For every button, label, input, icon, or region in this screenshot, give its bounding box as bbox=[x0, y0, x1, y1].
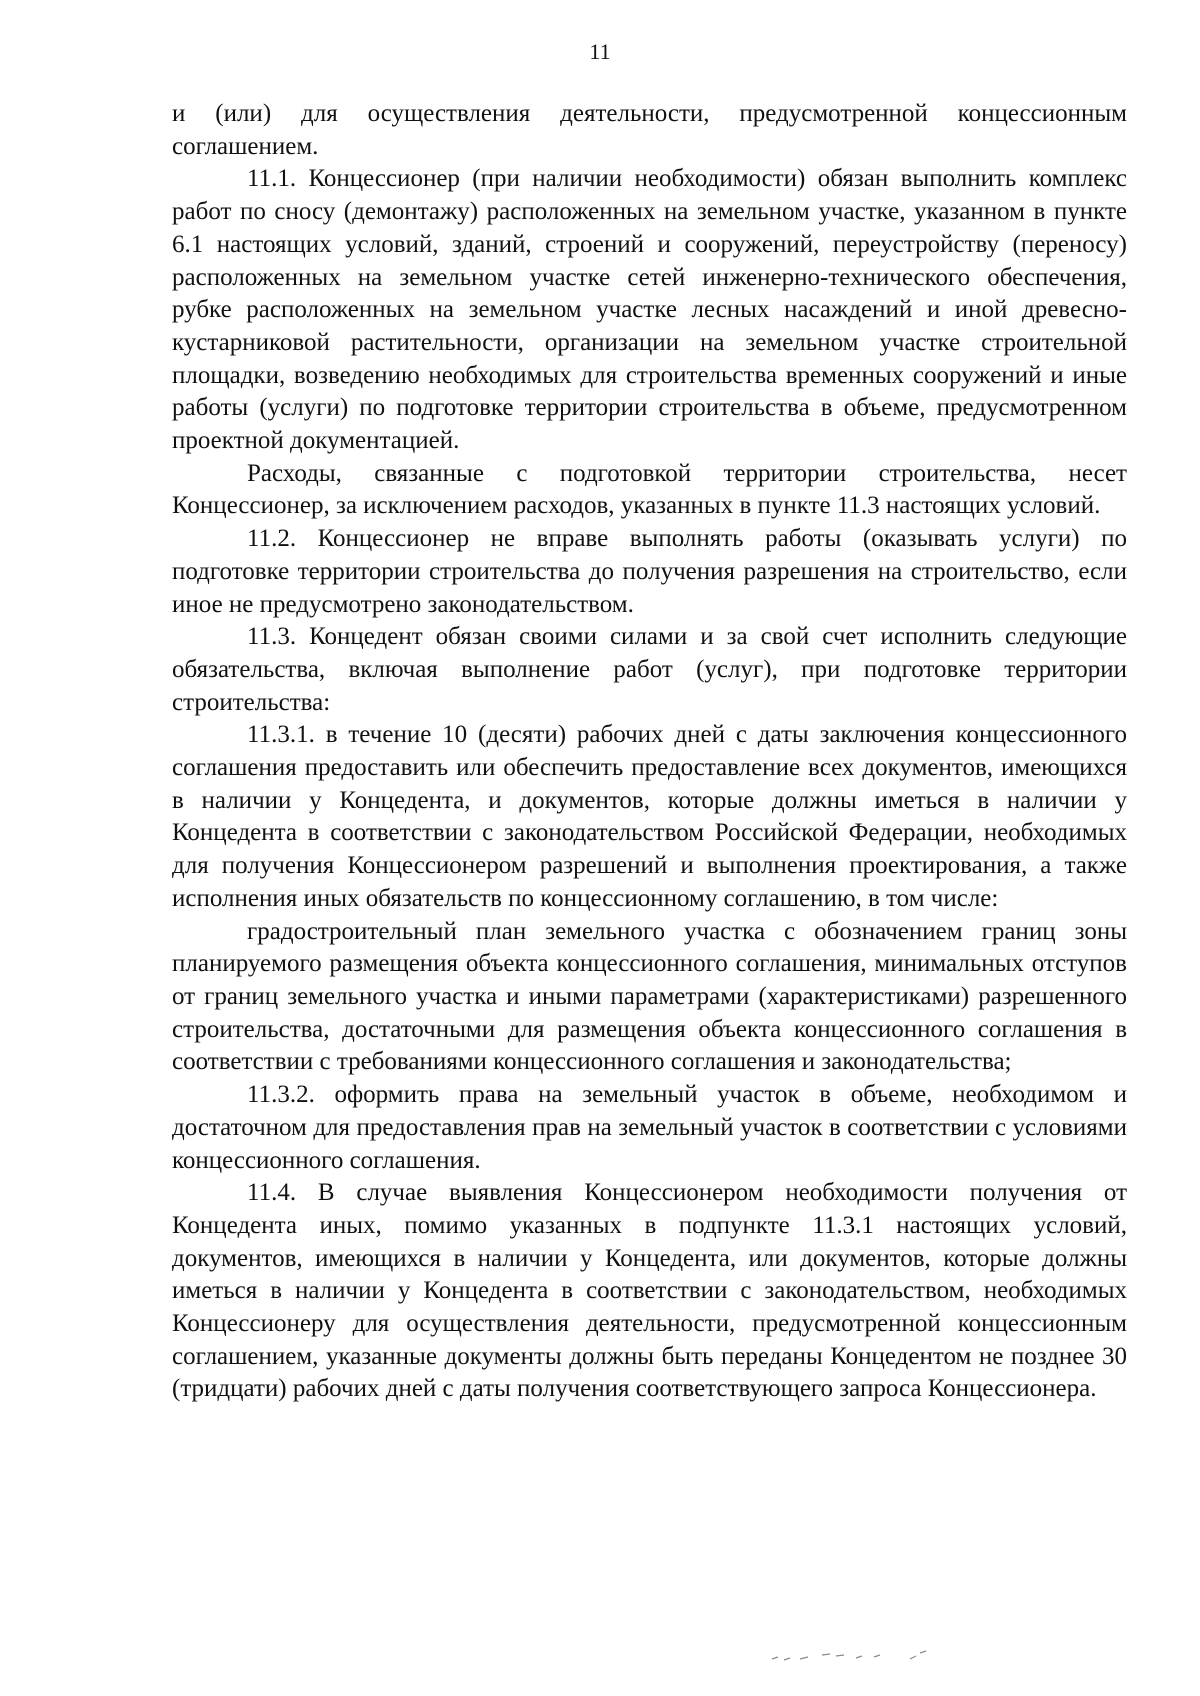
paragraph-11-3: 11.3. Концедент обязан своими силами и за свой счет исполнить следующие обязательства, включая выполнение работ (услуг), при подготовке территории строительства: bbox=[172, 623, 1127, 716]
paragraph-11-4: 11.4. В случае выявления Концессионером необходимости получения от Концедента иных, помимо указанных в подпункте 11.3.1 настоящих условий, документов, имеющихся в наличии у Концедента, или документов, которые должны иметься в наличии у Концедента в соответствии с законодательством, необходимых Концессионеру для осуществления деятельности, предусмотренной концессионным соглашением, указанные документы должны быть переданы Концедентом не позднее 30 (тридцати) рабочих дней с даты получения соответствующего запроса Концессионера. bbox=[172, 1179, 1127, 1403]
paragraph-urban-plan: градостроительный план земельного участка с обозначением границ зоны планируемого размещения объекта концессионного соглашения, минимальных отступов от границ земельного участка и иными параметрами (характеристиками) разрешенного строительства, достаточными для размещения объекта концессионного соглашения в соответствии с требованиями концессионного соглашения и законодательства; bbox=[172, 917, 1127, 1076]
page-number: 11 bbox=[589, 39, 611, 64]
document-body bbox=[172, 98, 1127, 1406]
scan-artifact bbox=[770, 1645, 950, 1665]
paragraph-11-3-2: 11.3.2. оформить права на земельный участок в объеме, необходимом и достаточном для предоставления прав на земельный участок в соответствии с условиями концессионного соглашения. bbox=[172, 1081, 1127, 1174]
paragraph-11-1: 11.1. Концессионер (при наличии необходимости) обязан выполнить комплекс работ по сносу (демонтажу) расположенных на земельном участке, указанном в пункте 6.1 настоящих условий, зданий, строений и сооружений, переустройству (переносу) расположенных на земельном участке сетей инженерно-технического обеспечения, рубке расположенных на земельном участке лесных насаждений и иной древесно-кустарниковой растительности, организации на земельном участке строительной площадки, возведению необходимых для строительства временных сооружений и иные работы (услуги) по подготовке территории строительства в объеме, предусмотренном проектной документацией. bbox=[172, 165, 1127, 455]
paragraph-expenses: Расходы, связанные с подготовкой территории строительства, несет Концессионер, за исключением расходов, указанных в пункте 11.3 настоящих условий. bbox=[172, 459, 1127, 520]
paragraph-11-3-1: 11.3.1. в течение 10 (десяти) рабочих дней с даты заключения концессионного соглашения предоставить или обеспечить предоставление всех документов, имеющихся в наличии у Концедента, и документов, которые должны иметься в наличии у Концедента в соответствии с законодательством Российской Федерации, необходимых для получения Концессионером разрешений и выполнения проектирования, а также исполнения иных обязательств по концессионному соглашению, в том числе: bbox=[172, 721, 1127, 912]
paragraph-continuation: и (или) для осуществления деятельности, предусмотренной концессионным соглашением. bbox=[172, 100, 1127, 160]
paragraph-11-2: 11.2. Концессионер не вправе выполнять работы (оказывать услуги) по подготовке территории строительства до получения разрешения на строительство, если иное не предусмотрено законодательством. bbox=[172, 525, 1127, 618]
